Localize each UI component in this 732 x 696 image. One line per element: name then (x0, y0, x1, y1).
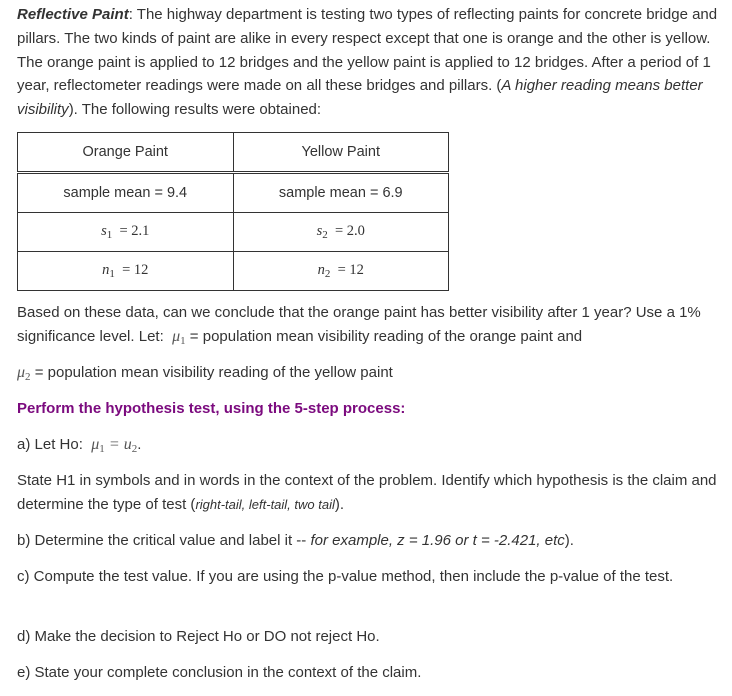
mean-orange: sample mean = 9.4 (18, 173, 234, 213)
test-types: right-tail, left-tail, two tail (195, 497, 335, 512)
mu2-line (17, 361, 722, 389)
part-c-text: c) Compute the test value. If you are using the p-value method, then include the p-value of the test. (17, 568, 674, 585)
mu2-definition: = population mean visibility reading of the yellow paint (34, 364, 393, 381)
n-orange: $n_1 = 12$ (18, 252, 234, 291)
s-yellow: $s_2 = 2.0$ (233, 213, 449, 252)
question-paragraph (17, 301, 722, 353)
mean-yellow: sample mean = 6.9 (233, 173, 449, 213)
ho-mu-symbol: $\mu_1$ (91, 436, 105, 455)
intro-text: : The highway department is testing two types of reflecting paints for concrete bridge and pillars. The two kinds of paint are alike in every respect except that one is orange and the other is yellow. The orange paint is applied to 12 bridges and the yellow paint is applied to 12 bridges. After a period of 1 year, reflectometer readings were made on all these bridges and pillars. ( (17, 6, 718, 95)
part-a-hypothesis: a) Let Ho: $\mu_1 = u_2$. (17, 436, 142, 455)
part-a-text: State H1 in symbols and in words in the context of the problem. Identify which hypothesis is the claim and determine the type of test (right-tail, left-tail, two tail). (17, 472, 717, 513)
intro-tail: ). The following results were obtained: (68, 101, 322, 119)
s-orange: $s_1 = 2.1$ (18, 213, 234, 252)
results-table (17, 132, 449, 291)
instruction-heading: Perform the hypothesis test, using the 5-step process: (17, 400, 406, 417)
n-yellow: $n_2 = 12$ (233, 252, 449, 291)
table-row-n (18, 252, 449, 291)
header-orange: Orange Paint (18, 133, 234, 173)
intro-paragraph (17, 0, 722, 122)
problem-title: Reflective Paint (17, 6, 129, 23)
table-row-s (18, 213, 449, 252)
problem-intro (17, 0, 722, 122)
ho-equation: = $u_2$ (108, 436, 138, 455)
question-text: Based on these data, can we conclude that the orange paint has better visibility after 1 year? Use a 1% significance level. Let: (17, 304, 701, 345)
mu1-symbol: $\mu_1$ (172, 328, 186, 347)
header-yellow: Yellow Paint (233, 133, 449, 173)
table-header-row (18, 133, 449, 173)
mu1-definition: = population mean visibility reading of the orange paint and (189, 328, 583, 345)
mu2-symbol: $\mu_2$ (17, 364, 31, 383)
part-d-text: d) Make the decision to Reject Ho or DO not reject Ho. (17, 628, 380, 645)
part-b-text: b) Determine the critical value and label it -- for example, z = 1.96 or t = -2.421, etc). (17, 532, 574, 549)
part-b-example: for example, z = 1.96 or t = -2.421, etc (310, 532, 565, 549)
part-e-text: e) State your complete conclusion in the context of the claim. (17, 664, 422, 681)
table-row-mean (18, 173, 449, 213)
intro-italic-note: A higher reading means better visibility (17, 77, 703, 119)
